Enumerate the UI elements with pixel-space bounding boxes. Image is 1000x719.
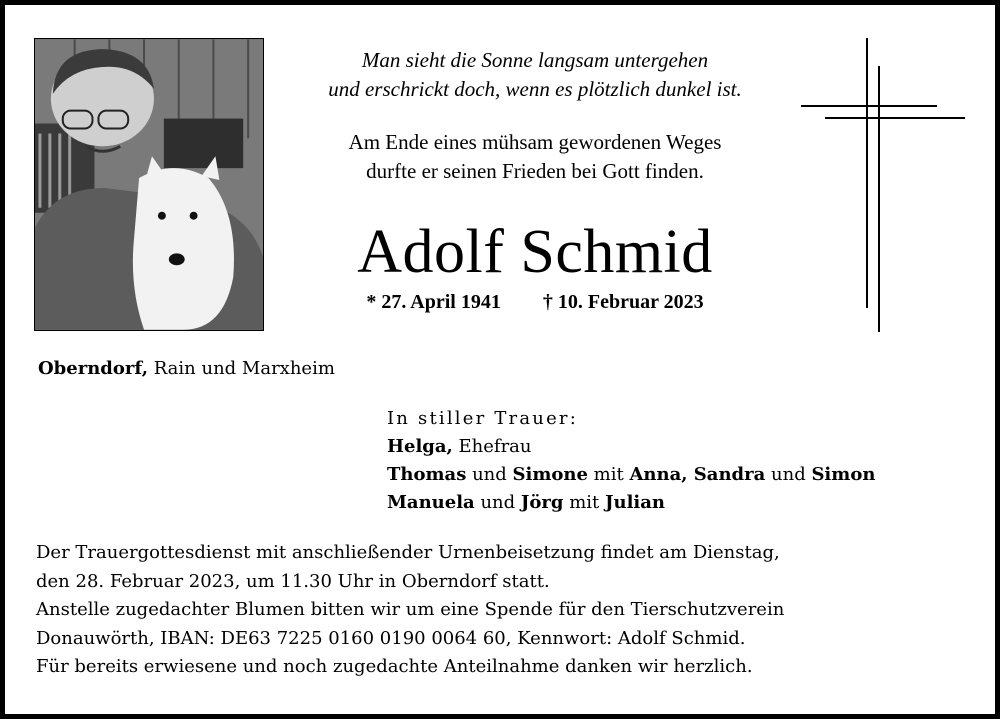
verse-plain-line: Am Ende eines mühsam gewordenen Weges: [348, 130, 722, 154]
mourner-name: Simone: [512, 464, 588, 485]
mourner-name: Julian: [604, 492, 666, 513]
verse-italic-line: Man sieht die Sonne langsam untergehen: [361, 48, 709, 72]
mourner-name: Jörg: [520, 492, 564, 513]
cross-icon: [795, 38, 970, 338]
service-notice: [36, 539, 784, 682]
connector-text: mit: [587, 464, 630, 485]
mourner-line: [387, 433, 875, 461]
residence-rest: Rain und Marxheim: [147, 358, 335, 379]
mourner-name: Manuela: [387, 492, 475, 513]
connector-text: und: [474, 492, 521, 513]
life-dates: [270, 289, 800, 315]
mourner-name: Anna, Sandra: [629, 464, 766, 485]
mourner-line: [387, 461, 875, 489]
residence-line: [38, 356, 335, 382]
residence-main: Oberndorf,: [38, 358, 148, 379]
notice-line: den 28. Februar 2023, um 11.30 Uhr in Oberndorf statt.: [36, 570, 550, 592]
mourners-block: [387, 405, 875, 517]
verse-plain-line: durfte er seinen Frieden bei Gott finden.: [366, 159, 704, 183]
deceased-name: Adolf Schmid: [357, 218, 713, 286]
notice-line: Anstelle zugedachter Blumen bitten wir um eine Spende für den Tierschutzverein: [36, 599, 785, 621]
mourners-heading: In stiller Trauer:: [387, 408, 579, 429]
verse-plain: [270, 128, 800, 186]
notice-line: Für bereits erwiesene und noch zugedachte Anteilnahme danken wir herzlich.: [36, 656, 753, 678]
death-date: † 10. Februar 2023: [542, 291, 704, 313]
mourner-name: Simon: [811, 464, 876, 485]
connector-text: und: [466, 464, 513, 485]
mourner-line: [387, 489, 875, 517]
birth-date: * 27. April 1941: [366, 291, 501, 313]
mourner-role: Ehefrau: [452, 436, 532, 457]
connector-text: mit: [563, 492, 605, 513]
mourner-name: Thomas: [387, 464, 467, 485]
portrait-photo: [34, 38, 264, 331]
mourner-name: Helga,: [387, 436, 453, 457]
connector-text: und: [765, 464, 812, 485]
verse-italic-line: und erschrickt doch, wenn es plötzlich dunkel ist.: [328, 77, 742, 101]
notice-line: Donauwörth, IBAN: DE63 7225 0160 0190 0064 60, Kennwort: Adolf Schmid.: [36, 627, 746, 649]
verse-italic: [270, 46, 800, 104]
notice-line: Der Trauergottesdienst mit anschließender Urnenbeisetzung findet am Dienstag,: [36, 542, 780, 563]
